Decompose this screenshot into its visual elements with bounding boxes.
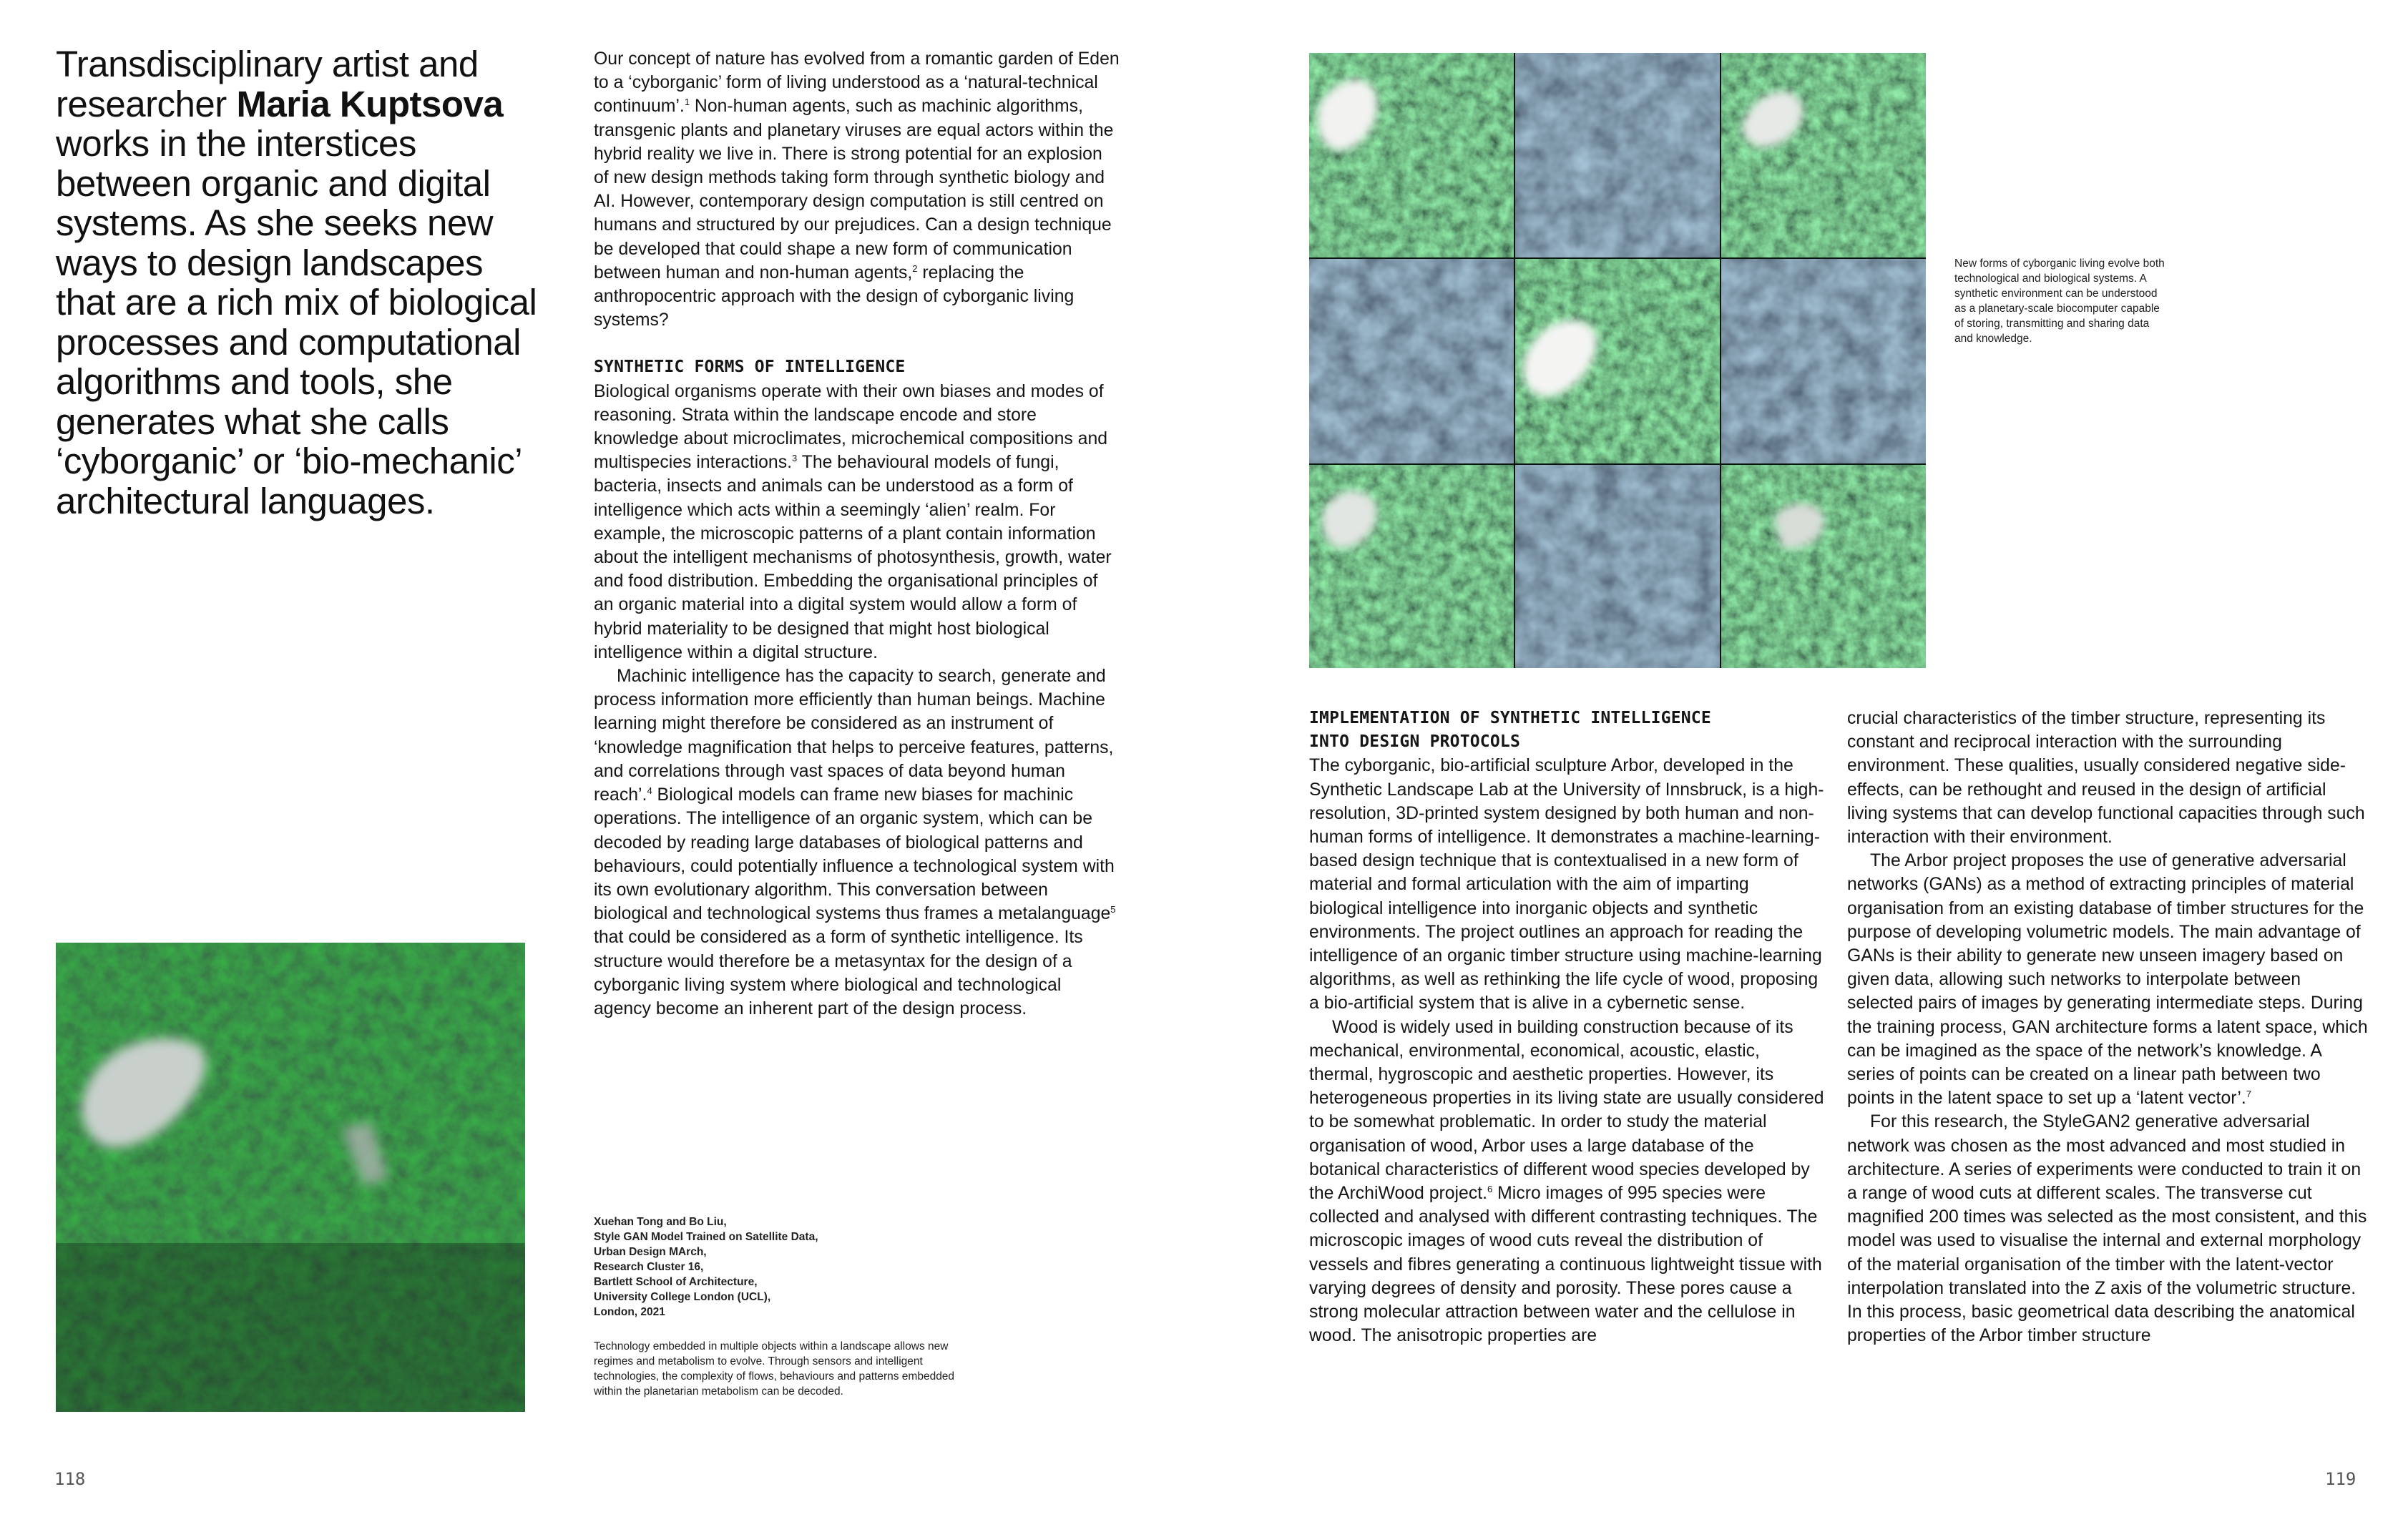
- image-caption-left: Technology embedded in multiple objects within a landscape allows new regimes and metabolism to evolve. Through sensors and intelligent technologies, the complexity of flows, behaviours and patterns embedded within the planetarian metabolism can be decoded.: [594, 1340, 955, 1398]
- section-heading: SYNTHETIC FORMS OF INTELLIGENCE: [594, 358, 906, 377]
- paragraph: The cyborganic, bio-artificial sculpture Arbor, developed in the Synthetic Landscape Lab at the University of Innsbruck, is a high-resolution, 3D-printed system designed by both human and non-human forms of intelligence. It demonstrates a machine-learning-based design technique that is contextualised in a new form of material and formal articulation with the aim of imparting biological intelligence into inorganic objects and synthetic environments. The project outlines an approach for reading the intelligence of an organic timber structure using machine-learning algorithms, as well as rethinking the life cycle of wood, proposing a bio-artificial system that is alive in a cybernetic sense.: [1309, 756, 1824, 1013]
- paragraph: The Arbor project proposes the use of generative adversarial networks (GANs) as a method of extracting principles of material organisation from an existing database of timber structures for the purpose of developing volumetric models. The main advantage of GANs is their ability to generate new unseen imagery based on given data, allowing such networks to interpolate between selected pairs of images by generating intermediate steps. During the training process, GAN architecture forms a latent space, which can be imagined as the space of the network’s knowledge. A series of points can be created on a linear path between two points in the latent space to set up a ‘latent vector’.$^7$: [1847, 851, 2368, 1109]
- image-caption-right: New forms of cyborganic living evolve both technological and biological systems. A synthetic environment can be understood as a planetary-scale biocomputer capable of storing, transmitting and sharing data and knowledge.: [1954, 257, 2165, 345]
- section-heading: IMPLEMENTATION OF SYNTHETIC INTELLIGENCE: [1309, 709, 1711, 727]
- paragraph: Our concept of nature has evolved from a romantic garden of Eden to a ‘cyborganic’ form of living understood as a ‘natural-technical continuum’.$^1$ Non-human agents, such as machinic algorithms, transgenic plants and planetary viruses are equal actors within the hybrid reality we live in. There is strong potential for an explosion of new design methods taking form through synthetic biology and AI. However, contemporary design computation is still centred on humans and structured by our prejudices. Can a design technique be developed that could shape a new form of communication between human and non-human agents,$^2$ replacing the anthropocentric approach with the design of cyborganic living systems?: [594, 49, 1120, 330]
- paragraph: Biological organisms operate with their own biases and modes of reasoning. Strata within the landscape encode and store knowledge about microclimates, microchemical compositions and multispecies interactions.$^3$ The behavioural models of fungi, bacteria, insects and animals can be understood as a form of intelligence which acts within a seemingly ‘alien’ realm. For example, the microscopic patterns of a plant contain information about the intelligent mechanisms of photosynthesis, growth, water and food distribution. Embedding the organisational principles of an organic material into a digital system would allow a form of hybrid materiality to be designed that might host biological intelligence within a digital structure.: [594, 381, 1112, 662]
- satellite-foliage-image: [56, 943, 525, 1412]
- body-column-2: [1309, 707, 1826, 1347]
- body-column-1: [594, 47, 1120, 1021]
- section-heading: INTO DESIGN PROTOCOLS: [1309, 732, 1520, 752]
- paragraph: Wood is widely used in building construction because of its mechanical, environmental, economical, acoustic, elastic, thermal, hygroscopic and aesthetic properties. However, its heterogeneous properties in its living state are usually considered to be somewhat problematic. In order to study the material organisation of wood, Arbor uses a large database of the botanical characteristics of different wood species developed by the ArchiWood project.$^6$ Micro images of 995 species were collected and analysed with different contrasting techniques. The microscopic images of wood cuts reveal the distribution of vessels and fibres generating a continuous lightweight tissue with varying degrees of density and porosity. These pores cause a strong molecular attraction between water and the cellulose in wood. The anisotropic properties are: [1309, 1017, 1824, 1346]
- paragraph: For this research, the StyleGAN2 generative adversarial network was chosen as the most advanced and most studied in architecture. A series of experiments were conducted to train it on a range of wood cuts at different scales. The transverse cut magnified 200 times was selected as the most consistent, and this model was used to visualise the internal and external morphology of the material organisation of the timber with the latent-vector interpolation translated into the Z axis of the volumetric structure. In this process, basic geometrical data describing the anatomical properties of the Arbor timber structure: [1847, 1112, 2367, 1346]
- page-number-right: 119: [2325, 1469, 2356, 1489]
- body-column-3: [1847, 707, 2369, 1347]
- intro-statement: Transdisciplinary artist and researcher Maria Kuptsova works in the interstices between organic and digital systems. As she seeks new ways to design landscapes that are a rich mix of biological processes and computational algorithms and tools, she generates what she calls ‘cyborganic’ or ‘bio-mechanic’ architectural languages.: [56, 44, 537, 521]
- page-number-left: 118: [54, 1469, 86, 1489]
- image-credit: Xuehan Tong and Bo Liu, Style GAN Model Trained on Satellite Data, Urban Design MArch, Research Cluster 16, Bartlett School of Architecture, University College London (UCL), London, 2021: [594, 1216, 818, 1318]
- gan-image-grid: [1309, 53, 1926, 668]
- artist-name: Maria Kuptsova: [236, 83, 504, 124]
- paragraph: Machinic intelligence has the capacity to search, generate and process information more efficiently than human beings. Machine learning might therefore be considered as an instrument of ‘knowledge magnification that helps to perceive features, patterns, and correlations through vast spaces of data beyond human reach’.$^4$ Biological models can frame new biases for machinic operations. The intelligence of an organic system, which can be decoded by reading large databases of biological patterns and behaviours, could potentially influence a technological system with its own evolutionary algorithm. This conversation between biological and technological systems thus frames a metalanguage$^5$ that could be considered as a form of synthetic intelligence. Its structure would therefore be a metasyntax for the design of a cyborganic living system where biological and technological agency become an inherent part of the design process.: [594, 667, 1116, 1018]
- paragraph: crucial characteristics of the timber structure, representing its constant and reciprocal interaction with the surrounding environment. These qualities, usually considered negative side-effects, can be rethought and reused in the design of artificial living systems that can develop functional capacities through such interaction with their environment.: [1847, 709, 2365, 848]
